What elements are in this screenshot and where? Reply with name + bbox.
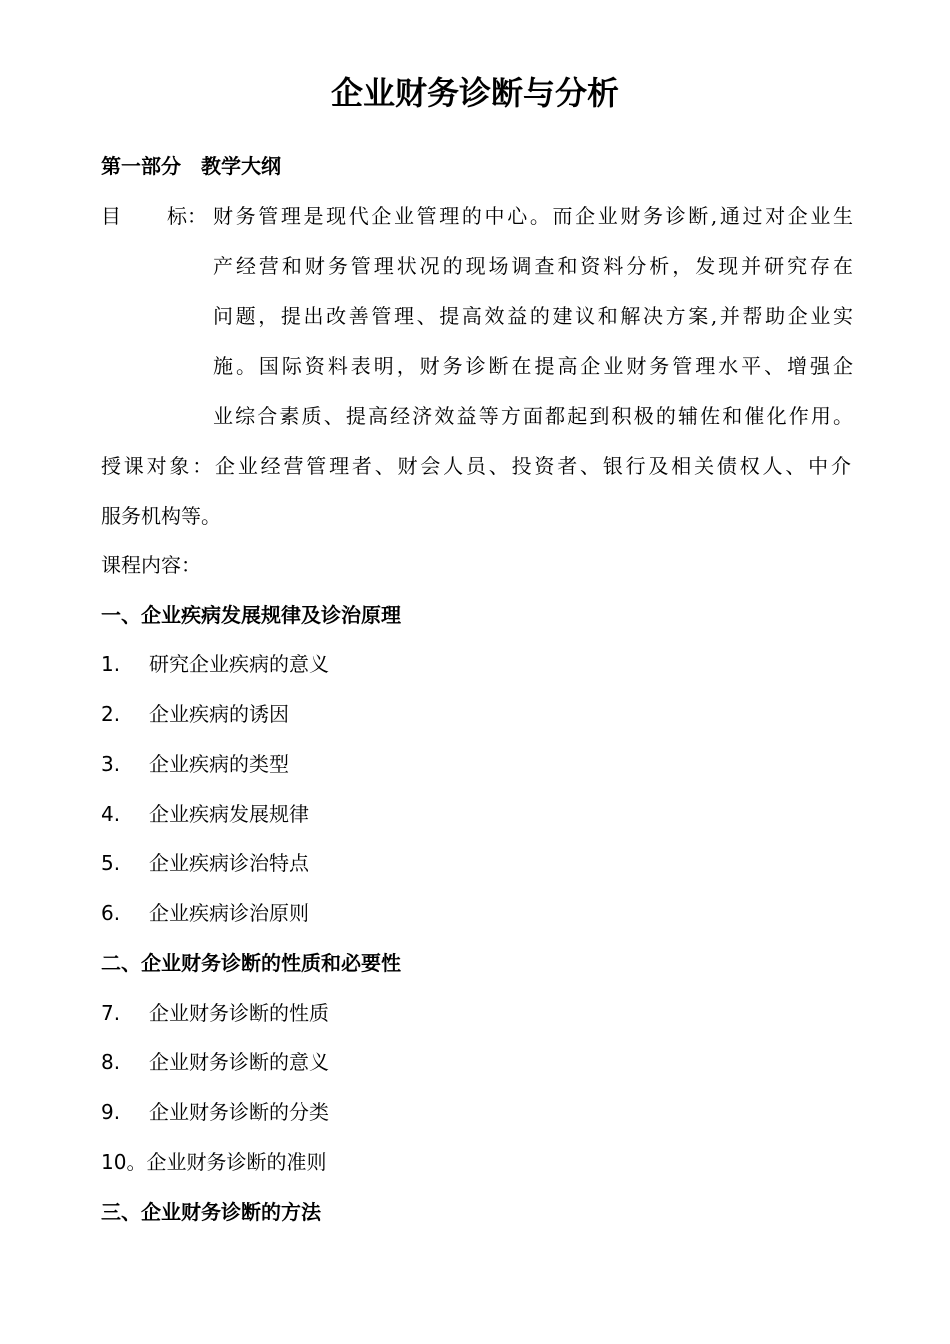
list-item-text: 企业财务诊断的分类 bbox=[149, 1100, 329, 1124]
audience-line: 授课对象：企业经营管理者、财会人员、投资者、银行及相关债权人、中介 bbox=[101, 454, 851, 478]
list-item bbox=[101, 848, 851, 878]
content-label: 课程内容： bbox=[101, 553, 201, 577]
goal-text-line: 问题，提出改善管理、提高效益的建议和解决方案,并帮助企业实 bbox=[213, 304, 853, 328]
list-item-text: 研究企业疾病的意义 bbox=[149, 652, 329, 676]
list-item-number: 9. bbox=[101, 1100, 121, 1124]
list-item-text: 企业财务诊断的性质 bbox=[149, 1001, 329, 1025]
audience-line: 服务机构等。 bbox=[101, 504, 221, 528]
list-item-text: 企业疾病的类型 bbox=[149, 752, 289, 776]
list-item-number: 7. bbox=[101, 1001, 121, 1025]
list-item-number: 8. bbox=[101, 1050, 121, 1074]
list-item-text: 企业疾病发展规律 bbox=[149, 802, 309, 826]
list-item bbox=[101, 1097, 851, 1127]
goal-label-char2: 标： bbox=[167, 204, 207, 228]
list-item bbox=[101, 898, 851, 928]
goal-label-char1: 目 bbox=[101, 204, 121, 228]
list-item-text: 企业疾病诊治原则 bbox=[149, 901, 309, 925]
goal-text-line: 施。国际资料表明，财务诊断在提高企业财务管理水平、增强企 bbox=[213, 354, 853, 378]
list-item bbox=[101, 699, 851, 729]
list-item bbox=[101, 1147, 851, 1177]
goal-text-line: 财务管理是现代企业管理的中心。而企业财务诊断,通过对企业生 bbox=[213, 204, 853, 228]
list-item-number: 1. bbox=[101, 652, 121, 676]
section-heading: 三、企业财务诊断的方法 bbox=[101, 1200, 321, 1224]
list-item-text: 企业疾病的诱因 bbox=[149, 702, 289, 726]
document-title: 企业财务诊断与分析 bbox=[330, 74, 619, 112]
goal-text-line: 产经营和财务管理状况的现场调查和资料分析，发现并研究存在 bbox=[213, 254, 853, 278]
part-heading: 第一部分 教学大纲 bbox=[101, 154, 281, 178]
list-item-number: 5. bbox=[101, 851, 121, 875]
list-item-number: 3. bbox=[101, 752, 121, 776]
list-item bbox=[101, 1047, 851, 1077]
list-item-number: 10。 bbox=[101, 1150, 147, 1174]
section-heading: 一、企业疾病发展规律及诊治原理 bbox=[101, 603, 401, 627]
goal-text-line: 业综合素质、提高经济效益等方面都起到积极的辅佐和催化作用。 bbox=[213, 404, 853, 428]
list-item-text: 企业疾病诊治特点 bbox=[149, 851, 309, 875]
list-item bbox=[101, 998, 851, 1028]
list-item-text: 企业财务诊断的意义 bbox=[149, 1050, 329, 1074]
list-item-number: 6. bbox=[101, 901, 121, 925]
list-item bbox=[101, 799, 851, 829]
list-item bbox=[101, 649, 851, 679]
list-item-number: 4. bbox=[101, 802, 121, 826]
list-item-text: 企业财务诊断的准则 bbox=[146, 1150, 327, 1174]
section-heading: 二、企业财务诊断的性质和必要性 bbox=[101, 951, 401, 975]
list-item bbox=[101, 749, 851, 779]
list-item-number: 2. bbox=[101, 702, 121, 726]
